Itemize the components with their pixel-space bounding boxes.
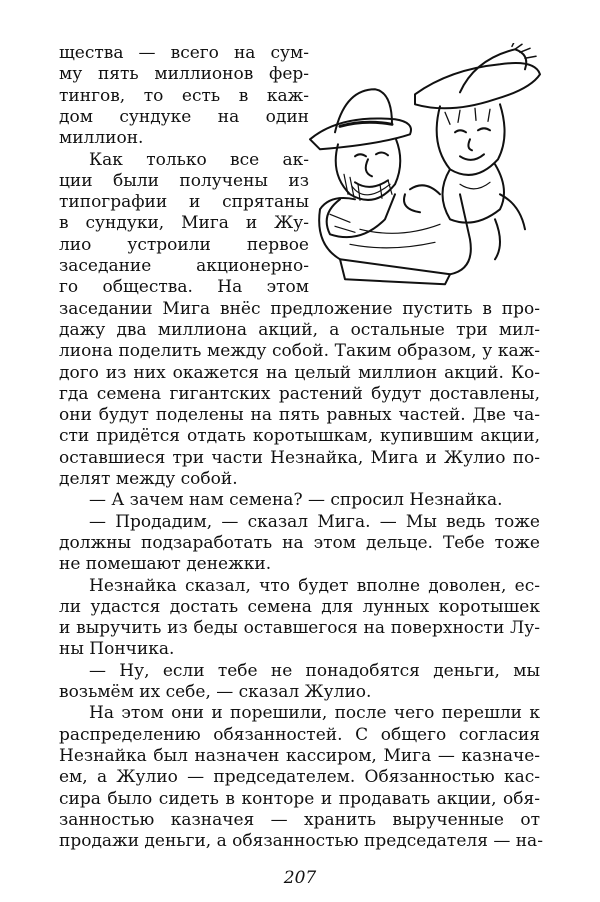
text-line: дажу два миллиона акций, а остальные три мил- (59, 319, 540, 340)
text-line: сти придётся отдать коротышкам, купившим акции, (59, 426, 540, 447)
text-line: ции были получены из (59, 170, 309, 191)
text-line: заседании Мига внёс предложение пустить в про- (59, 298, 540, 319)
text-line: — Ну, если тебе не понадобятся деньги, мы (89, 660, 540, 681)
text-line: лио устроили первое (59, 234, 309, 255)
text-line: не помешают денежки. (59, 554, 272, 575)
text-line: и выручить из беды оставшегося на поверхности Лу- (59, 618, 540, 639)
text-line: миллион. (59, 128, 144, 149)
text-line: щества — всего на сум- (59, 43, 309, 63)
text-line: му пять миллионов фер- (59, 64, 309, 85)
text-line: занностью казначея — хранить вырученные от (59, 809, 540, 830)
text-line: типографии и спрятаны (59, 192, 309, 213)
text-line: делят между собой. (59, 469, 238, 489)
text-line: сира было сидеть в конторе и продавать акции, обя- (59, 788, 540, 809)
text-line: оставшиеся три части Незнайка, Мига и Жулио по- (59, 447, 540, 468)
text-line: они будут поделены на пять равных частей. Две ча- (59, 405, 540, 426)
page-number: 207 (283, 868, 317, 889)
text-line: продажи деньги, а обязанностью председателя — на- (59, 831, 543, 852)
text-line: должны подзаработать на этом дельце. Тебе тоже (59, 532, 540, 553)
text-line: гда семена гигантских растений будут доставлены, (59, 383, 540, 404)
text-line: тингов, то есть в каж- (59, 85, 309, 106)
text-line: ны Пончика. (59, 639, 175, 660)
text-line: — Продадим, — сказал Мига. — Мы ведь тоже (89, 511, 540, 532)
text-line: заседание акционерно- (59, 256, 309, 276)
text-line: Незнайка сказал, что будет вполне доволен, ес- (89, 575, 540, 596)
text-line: дого из них окажется на целый миллион акций. Ко- (59, 362, 540, 383)
text-line: распределению обязанностей. С общего согласия (59, 724, 540, 745)
text-line: Как только все ак- (89, 149, 309, 170)
text-line: — А зачем нам семена? — спросил Незнайка. (89, 490, 503, 511)
text-line: дом сундуке на один (59, 106, 309, 127)
text-line: в сундуки, Мига и Жу- (59, 213, 309, 234)
text-line: го общества. На этом (59, 277, 309, 298)
text-line: ли удастся достать семена для лунных коротышек (59, 596, 540, 617)
text-line: ем, а Жулио — председателем. Обязанностью кас- (59, 767, 540, 788)
text-line: Незнайка был назначен кассиром, Мига — казначе- (59, 745, 540, 766)
text-line: возьмём их себе, — сказал Жулио. (59, 682, 372, 702)
illustration-characters-in-armchair (300, 43, 545, 291)
text-line: На этом они и порешили, после чего перешли к (89, 703, 540, 724)
text-line: лиона поделить между собой. Таким образом, у каж- (59, 341, 540, 362)
